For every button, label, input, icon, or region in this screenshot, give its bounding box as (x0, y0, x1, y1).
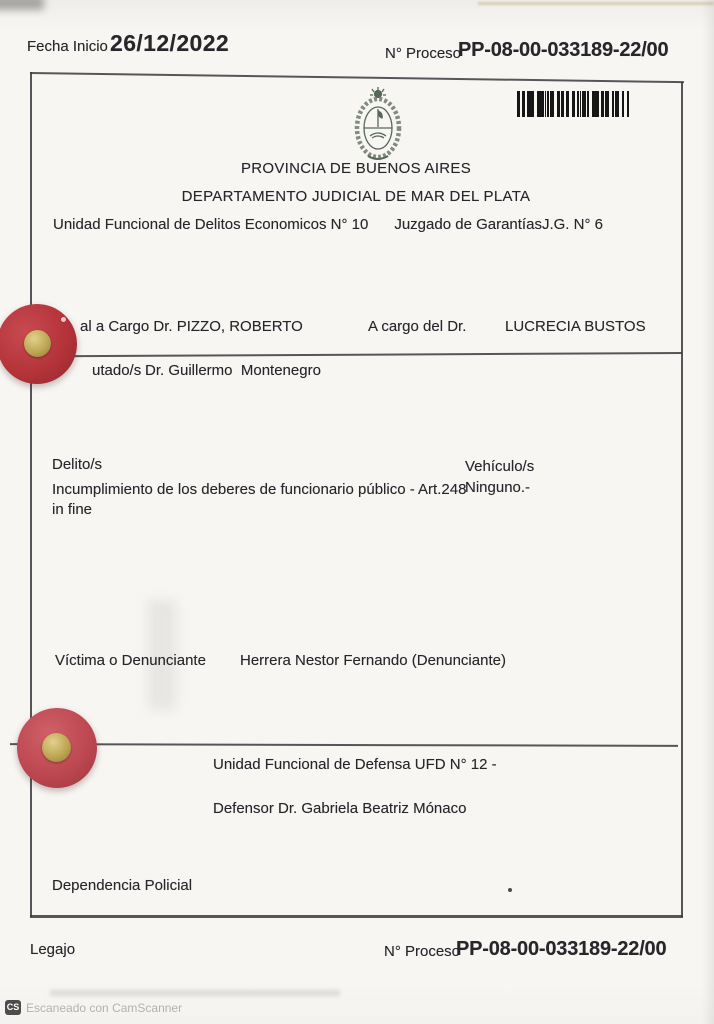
unit-line (53, 216, 603, 233)
box-border-right (681, 82, 683, 917)
defensa-unit: Unidad Funcional de Defensa UFD N° 12 - (213, 756, 497, 773)
box-border-bottom (30, 915, 683, 918)
divider-defensa (10, 743, 678, 746)
proceso-number-top: PP-08-00-033189-22/00 (458, 39, 669, 61)
brass-brad-bottom (42, 733, 71, 762)
imputado-label: utado/s (92, 362, 142, 379)
proceso-label-bottom: N° Proceso (384, 943, 461, 960)
camscanner-watermark: Escaneado con CamScanner (26, 1001, 183, 1015)
brass-brad-top (24, 330, 51, 357)
delito-value-line1: Incumplimiento de los deberes de funcionario público - Art.248 (52, 481, 467, 498)
scan-edge-line (478, 2, 714, 5)
vehiculo-label: Vehículo/s (465, 458, 535, 475)
vehiculo-value: Ninguno.- (465, 479, 531, 496)
fecha-inicio-label: Fecha Inicio (27, 38, 108, 55)
province-title: PROVINCIA DE BUENOS AIRES (240, 160, 472, 177)
barcode (517, 91, 629, 117)
divider-fiscal (32, 352, 682, 357)
stray-mark (508, 888, 512, 892)
a-cargo-del-dr-label: A cargo del Dr. (368, 318, 467, 335)
fecha-inicio-value: 26/12/2022 (110, 30, 230, 56)
juez-name: LUCRECIA BUSTOS (505, 318, 646, 335)
fastener-highlight (61, 317, 66, 322)
department-title: DEPARTAMENTO JUDICIAL DE MAR DEL PLATA (181, 188, 531, 205)
box-border-top (30, 72, 684, 83)
proceso-label-top: N° Proceso (385, 45, 462, 62)
imputado-name: Dr. Guillermo Montenegro (145, 362, 321, 379)
proceso-number-bottom: PP-08-00-033189-22/00 (456, 938, 667, 960)
delito-value-line2: in fine (52, 501, 93, 518)
delito-label: Delito/s (52, 456, 103, 473)
dependencia-label: Dependencia Policial (52, 877, 193, 894)
victima-name: Herrera Nestor Fernando (Denunciante) (240, 652, 506, 669)
legajo-label: Legajo (30, 941, 76, 958)
defensor-name: Defensor Dr. Gabriela Beatriz Mónaco (213, 800, 467, 817)
scan-smear (50, 990, 340, 996)
victima-label: Víctima o Denunciante (55, 652, 206, 669)
camscanner-icon: CS (5, 1000, 21, 1015)
fiscal-a-cargo: al a Cargo Dr. PIZZO, ROBERTO (80, 318, 303, 335)
court-name: Juzgado de GarantíasJ.G. N° 6 (394, 216, 603, 233)
scan-right-edge-shadow (702, 0, 714, 1024)
unit-name: Unidad Funcional de Delitos Economicos N° 10 (53, 216, 369, 233)
scan-smudge-top-left (0, 0, 44, 10)
coat-of-arms-icon (346, 84, 410, 169)
